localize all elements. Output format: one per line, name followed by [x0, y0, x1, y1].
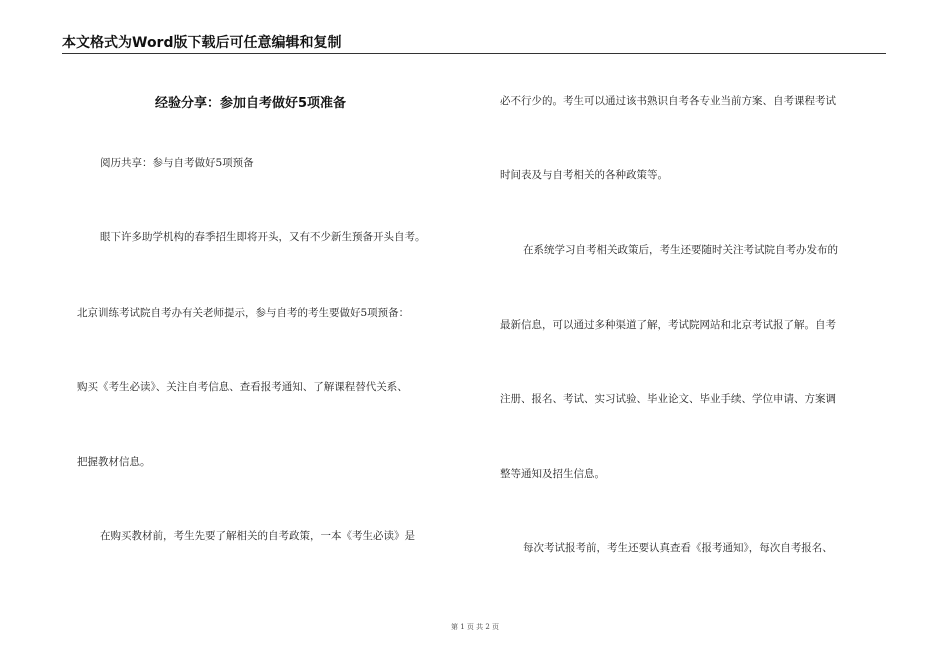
left-line-4: 购买《考生必读》、关注自考信息、查看报考通知、了解课程替代关系、	[77, 381, 408, 393]
left-line-6: 在购买教材前，考生先要了解相关的自考政策，一本《考生必读》是	[100, 530, 415, 542]
right-line-7: 每次考试报考前，考生还要认真查看《报考通知》，每次自考报名、	[523, 542, 833, 554]
right-line-2: 时间表及与自考相关的各种政策等。	[500, 169, 668, 181]
document-header	[62, 34, 886, 54]
page-indicator: 第 1 页 共 2 页	[450, 623, 500, 631]
right-line-5: 注册、报名、考试、实习试验、毕业论文、毕业手续、学位申请、方案调	[500, 393, 836, 405]
left-line-1: 阅历共享：参与自考做好5项预备	[100, 157, 254, 169]
left-line-5: 把握教材信息。	[77, 456, 151, 468]
right-line-4: 最新信息，可以通过多种渠道了解，考试院网站和北京考试报了解。自考	[500, 319, 836, 331]
left-line-2: 眼下许多助学机构的春季招生即将开头，又有不少新生预备开头自考。	[100, 231, 426, 243]
right-line-1: 必不行少的。考生可以通过该书熟识自考各专业当前方案、自考课程考试	[500, 95, 836, 107]
left-line-3: 北京训练考试院自考办有关老师提示，参与自考的考生要做好5项预备：	[77, 307, 410, 319]
header-text: 本文格式为Word版下载后可任意编辑和复制	[62, 35, 342, 51]
document-title: 经验分享：参加自考做好5项准备	[155, 96, 347, 111]
right-line-3: 在系统学习自考相关政策后，考生还要随时关注考试院自考办发布的	[523, 244, 838, 256]
right-line-6: 整等通知及招生信息。	[500, 468, 605, 480]
